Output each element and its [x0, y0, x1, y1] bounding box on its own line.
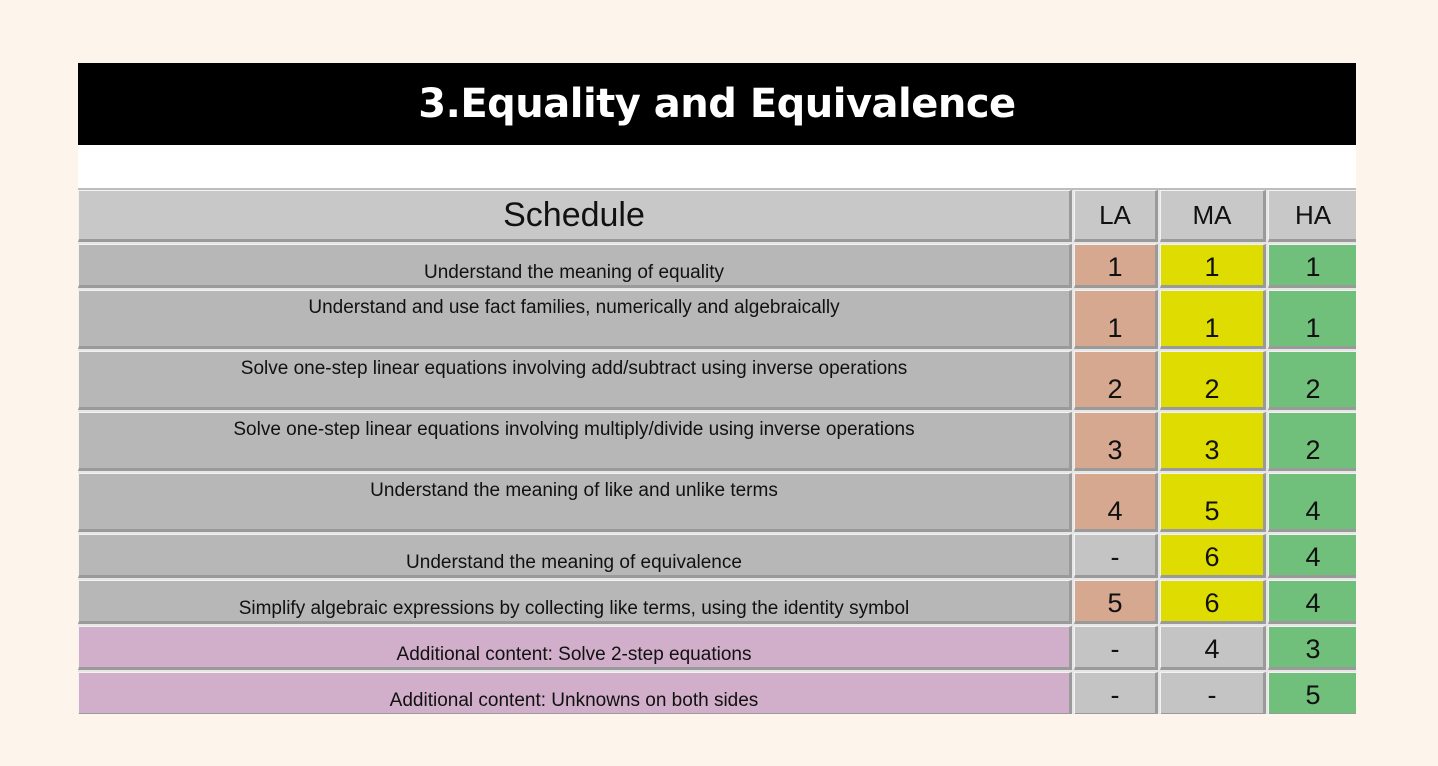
topic-cell: Understand the meaning of like and unlike terms [78, 473, 1072, 532]
la-value: - [1074, 626, 1158, 670]
ha-value: 2 [1268, 351, 1356, 410]
ma-value: 6 [1160, 534, 1266, 578]
ma-value: 1 [1160, 290, 1266, 349]
topic-cell: Understand the meaning of equivalence [78, 534, 1072, 578]
ma-value: 4 [1160, 626, 1266, 670]
la-value: 4 [1074, 473, 1158, 532]
ma-value: 1 [1160, 244, 1266, 288]
topic-cell: Simplify algebraic expressions by collecting like terms, using the identity symbol [78, 580, 1072, 624]
ha-value: 3 [1268, 626, 1356, 670]
la-value: 3 [1074, 412, 1158, 471]
ha-value: 2 [1268, 412, 1356, 471]
la-value: - [1074, 534, 1158, 578]
ha-value: 4 [1268, 534, 1356, 578]
header-schedule: Schedule [78, 190, 1072, 242]
spacer-row [78, 145, 1356, 188]
ma-value: 5 [1160, 473, 1266, 532]
la-value: 1 [1074, 290, 1158, 349]
ha-value: 4 [1268, 473, 1356, 532]
ma-value: 6 [1160, 580, 1266, 624]
la-value: 1 [1074, 244, 1158, 288]
ma-value: 2 [1160, 351, 1266, 410]
additional-topic-cell: Additional content: Unknowns on both sides [78, 672, 1072, 714]
additional-topic-cell: Additional content: Solve 2-step equations [78, 626, 1072, 670]
ha-value: 1 [1268, 244, 1356, 288]
ha-value: 1 [1268, 290, 1356, 349]
la-value: - [1074, 672, 1158, 714]
topic-cell: Understand the meaning of equality [78, 244, 1072, 288]
ma-value: 3 [1160, 412, 1266, 471]
schedule-sheet [78, 63, 1356, 714]
topic-cell: Understand and use fact families, numerically and algebraically [78, 290, 1072, 349]
la-value: 5 [1074, 580, 1158, 624]
page-title: 3.Equality and Equivalence [78, 63, 1356, 145]
header-la: LA [1074, 190, 1158, 242]
topic-cell: Solve one-step linear equations involving multiply/divide using inverse operations [78, 412, 1072, 471]
ma-value: - [1160, 672, 1266, 714]
la-value: 2 [1074, 351, 1158, 410]
header-ha: HA [1268, 190, 1356, 242]
schedule-table [78, 188, 1356, 714]
header-ma: MA [1160, 190, 1266, 242]
ha-value: 4 [1268, 580, 1356, 624]
ha-value: 5 [1268, 672, 1356, 714]
topic-cell: Solve one-step linear equations involving add/subtract using inverse operations [78, 351, 1072, 410]
